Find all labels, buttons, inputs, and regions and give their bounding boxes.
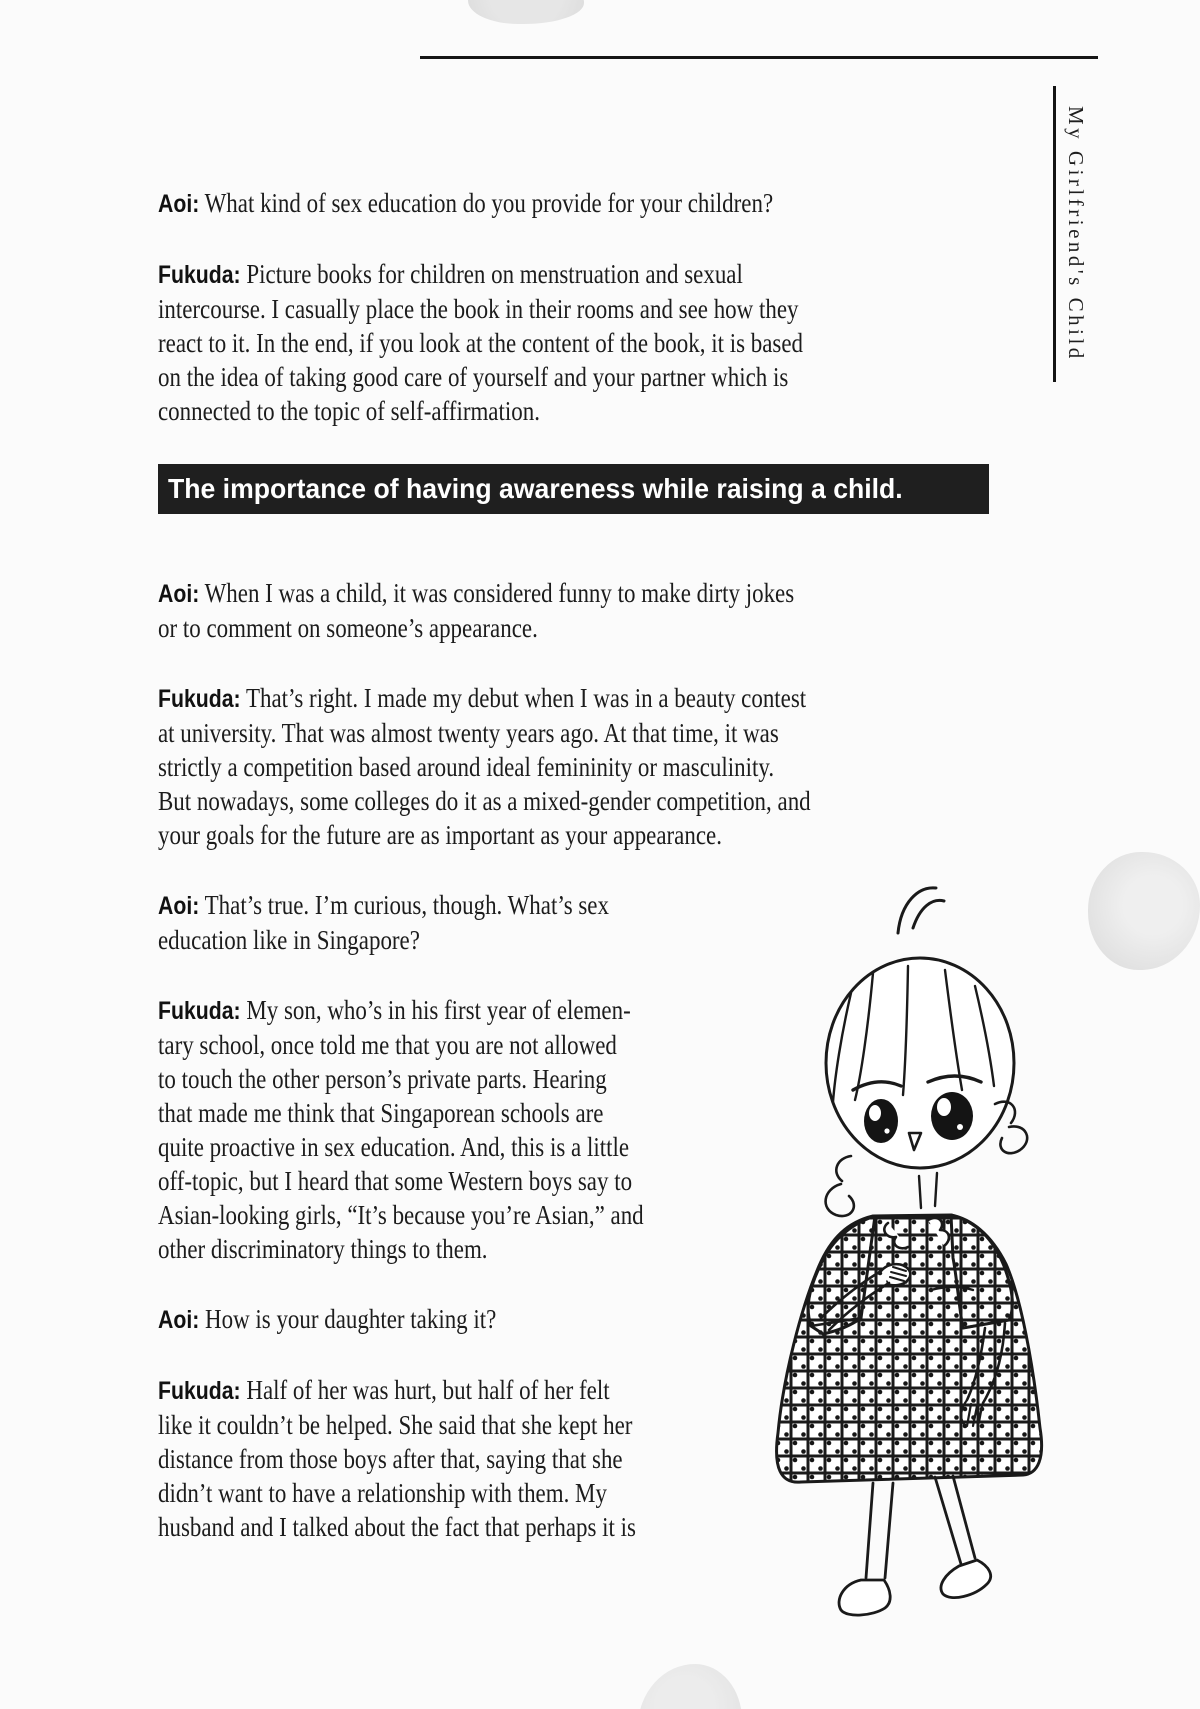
dialogue-line: react to it. In the end, if you look at the content of the book, it is based xyxy=(158,328,803,358)
speaker-label: Fukuda: xyxy=(158,997,241,1025)
dialogue-line: Aoi: What kind of sex education do you provide for your children? xyxy=(158,188,774,218)
dialogue-line: connected to the topic of self-affirmation. xyxy=(158,396,540,426)
dialogue-line: intercourse. I casually place the book in their rooms and see how they xyxy=(158,294,799,324)
top-rule xyxy=(420,56,1098,59)
pregnant-character-illustration xyxy=(723,878,1058,1638)
dialogue-line: other discriminatory things to them. xyxy=(158,1234,488,1264)
dialogue-line: didn’t want to have a relationship with them. My xyxy=(158,1478,607,1508)
dialogue-line: to touch the other person’s private parts. Hearing xyxy=(158,1064,607,1094)
dialogue-line: Fukuda: Half of her was hurt, but half of her felt xyxy=(158,1375,610,1405)
dialogue-line: But nowadays, some colleges do it as a mixed-gender competition, and xyxy=(158,786,811,816)
dialogue-line: on the idea of taking good care of yourself and your partner which is xyxy=(158,362,789,392)
watercolor-blob-top xyxy=(468,0,584,24)
dialogue-line: like it couldn’t be helped. She said that she kept her xyxy=(158,1410,633,1440)
dialogue-line: quite proactive in sex education. And, this is a little xyxy=(158,1132,630,1162)
sidebar-title: My Girlfriend's Child xyxy=(1064,106,1088,362)
dialogue-line: husband and I talked about the fact that perhaps it is xyxy=(158,1512,636,1542)
dialogue-paragraph xyxy=(158,257,998,428)
dialogue-line: strictly a competition based around ideal femininity or masculinity. xyxy=(158,752,775,782)
dialogue-line: Fukuda: My son, who’s in his first year of elemen- xyxy=(158,995,631,1025)
dialogue-line: Fukuda: That’s right. I made my debut when I was in a beauty contest xyxy=(158,683,807,713)
watercolor-blob-bottom xyxy=(638,1664,742,1709)
speaker-label: Fukuda: xyxy=(158,261,241,289)
dialogue-line: tary school, once told me that you are not allowed xyxy=(158,1030,617,1060)
section-header-bar xyxy=(158,464,989,514)
watercolor-blob-right xyxy=(1088,852,1200,970)
speaker-label: Aoi: xyxy=(158,190,200,218)
dialogue-line: or to comment on someone’s appearance. xyxy=(158,613,538,643)
dialogue-line: Fukuda: Picture books for children on menstruation and sexual xyxy=(158,259,743,289)
speaker-label: Aoi: xyxy=(158,892,200,920)
sidebar-title-block xyxy=(1053,86,1088,382)
dialogue-line: off-topic, but I heard that some Western boys say to xyxy=(158,1166,633,1196)
dialogue-line: Aoi: How is your daughter taking it? xyxy=(158,1304,497,1334)
speaker-label: Aoi: xyxy=(158,1306,200,1334)
dialogue-line: education like in Singapore? xyxy=(158,925,420,955)
dialogue-paragraph xyxy=(158,186,998,221)
dialogue-line: your goals for the future are as important as your appearance. xyxy=(158,820,722,850)
dialogue-line: Aoi: That’s true. I’m curious, though. What’s sex xyxy=(158,890,609,920)
dialogue-section-top xyxy=(158,186,998,428)
speaker-label: Fukuda: xyxy=(158,1377,241,1405)
dialogue-line: that made me think that Singaporean schools are xyxy=(158,1098,604,1128)
dialogue-line: distance from those boys after that, saying that she xyxy=(158,1444,623,1474)
dialogue-line: Aoi: When I was a child, it was considered funny to make dirty jokes xyxy=(158,578,795,608)
dialogue-line: Asian-looking girls, “It’s because you’re Asian,” and xyxy=(158,1200,644,1230)
speaker-label: Aoi: xyxy=(158,580,200,608)
dialogue-paragraph xyxy=(158,576,998,645)
dialogue-paragraph xyxy=(158,681,998,852)
section-header-label: The importance of having awareness while raising a child. xyxy=(168,473,903,504)
dialogue-line: at university. That was almost twenty years ago. At that time, it was xyxy=(158,718,779,748)
speaker-label: Fukuda: xyxy=(158,685,241,713)
